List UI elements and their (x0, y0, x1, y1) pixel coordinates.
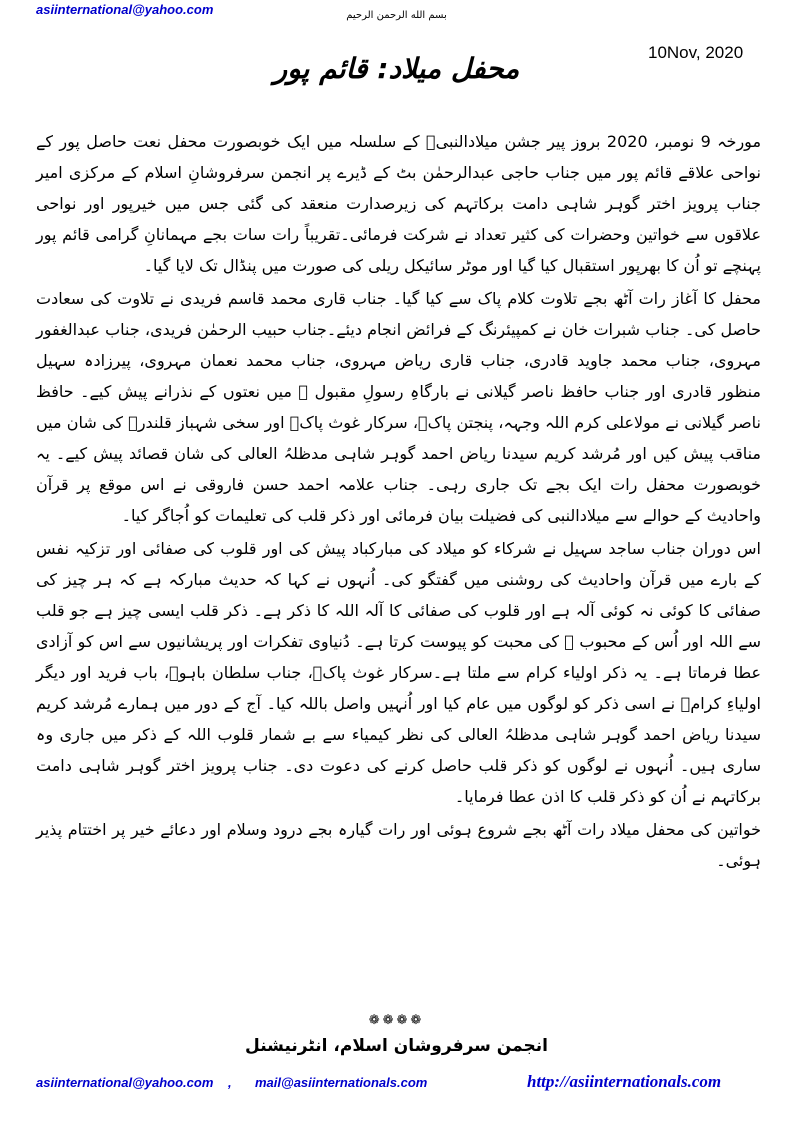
footer-email-link-yahoo[interactable]: asiinternational@yahoo.com (36, 1075, 214, 1090)
paragraph-intro: مورخہ 9 نومبر، 2020 بروز پیر جشن میلادالنبیؐ کے سلسلہ میں ایک خوبصورت محفل نعت حاصل پور کے نواحی علاقے قائم پور میں جناب حاجی عبدالرحمٰن بٹ کے ڈیرے پر انجمن سرفروشانِ اسلام کے مرکزی امیر جناب پرویز اختر گوہر شاہی دامت برکاتہم کی زیرصدارت منعقد کی گئی جس میں خیرپور اور نواحی علاقوں سے خواتین وحضرات کی کثیر تعداد نے شرکت فرمائی۔تقریباً رات سات بجے مہمانانِ گرامی قائم پور پہنچے تو اُن کا بھرپور استقبال کیا گیا اور موٹر سائیکل ریلی کی صورت میں پنڈال تک لایا گیا۔ (36, 132, 762, 275)
footer-separator: , (228, 1075, 232, 1090)
paragraph-speech: اس دوران جناب ساجد سہیل نے شرکاء کو میلاد کی مبارکباد پیش کی اور قلوب کی صفائی اور تزکیہ نفس کے بارے میں قرآن واحادیث کی روشنی میں گفتگو کی۔ اُنہوں نے کہا کہ حدیث مبارکہ ہے کہ ہر چیز کی صفائی کا کوئی نہ کوئی آلہ ہے اور قلوب کی صفائی کا آلہ اللہ کا ذکر ہے۔ ذکر قلب ایسی چیز ہے جو قلب سے اللہ اور اُس کے محبوب ﷺ کی محبت کو پیوست کرتا ہے۔ دُنیاوی تفکرات اور پریشانیوں سے اس کو آزادی عطا فرماتا ہے۔ یہ ذکر اولیاء کرام سے ملتا ہے۔سرکار غوث پاکؓ، جناب سلطان باہوؒ، باب فرید اور دیگر اولیاءِ کرامؒ نے اسی ذکر کو لوگوں میں عام کیا اور اُنہیں واصل باللہ کیا۔ آج کے دور میں ہمارے مُرشد کریم سیدنا ریاض احمد گوہر شاہی مدظلہُ العالی کی نظر کیمیاء سے بے شمار قلوب اللہ کے ذکر میں جاری وہ ساری ہیں۔ اُنہوں نے لوگوں کو ذکر قلب حاصل کرنے کی دعوت دی۔ جناب پرویز اختر گوہر شاہی دامت برکاتہم نے اُن کو ذکر قلب کا اذن عطا فرمایا۔ (36, 539, 761, 806)
paragraph-program: محفل کا آغاز رات آٹھ بجے تلاوت کلام پاک سے کیا گیا۔ جناب قاری محمد قاسم فریدی نے تلاوت کی سعادت حاصل کی۔ جناب شبرات خان نے کمپیئرنگ کے فرائض انجام دیئے۔جناب حبیب الرحمٰن فریدی، جناب عبدالغفور مہروی، جناب محمد جاوید قادری، جناب قاری ریاض مہروی، جناب محمد نعمان مہروی، پیرزادہ سہیل منظور قادری اور جناب حافظ ناصر گیلانی نے بارگاہِ رسولِ مقبول ﷺ میں نعتوں کے نذرانے پیش کیے۔ حافظ ناصر گیلانی نے مولاعلی کرم اللہ وجہہ، پنجتن پاکؑ، سرکار غوث پاکؓ اور سخی شہباز قلندرؒ کی شان میں مناقب پیش کیں اور مُرشد کریم سیدنا ریاض احمد گوہر شاہی مدظلہُ العالی کی شان قصائد پیش کیے۔ یہ خوبصورت محفل رات ایک بجے تک جاری رہی۔ جناب علامہ احمد حسن فاروقی نے اس موقع پر قرآن واحادیث کے حوالے سے میلادالنبی کی فضیلت بیان فرمائی اور ذکر قلب کی تعلیمات کو اُجاگر کیا۔ (36, 289, 761, 525)
bismillah-heading: بسم الله الرحمن الرحیم (346, 10, 447, 21)
ornament-divider: ❁❁❁❁ (368, 1013, 425, 1028)
paragraph-women-gathering: خواتین کی محفل میلاد رات آٹھ بجے شروع ہوئی اور رات گیارہ بجے درود وسلام اور دعائے خیر پر اختتام پذیر ہوئی۔ (36, 820, 761, 870)
header-email-link[interactable]: asiinternational@yahoo.com (36, 2, 214, 17)
document-date: 10Nov, 2020 (648, 43, 744, 62)
footer-website-link[interactable]: http://asiinternationals.com (527, 1072, 722, 1091)
footer-organization: انجمن سرفروشان اسلام، انٹرنیشنل (245, 1036, 548, 1056)
article-body (36, 126, 761, 878)
footer-email-link-mail[interactable]: mail@asiinternationals.com (255, 1075, 428, 1090)
page-title: محفل میلاد: قائم پور (273, 52, 520, 85)
